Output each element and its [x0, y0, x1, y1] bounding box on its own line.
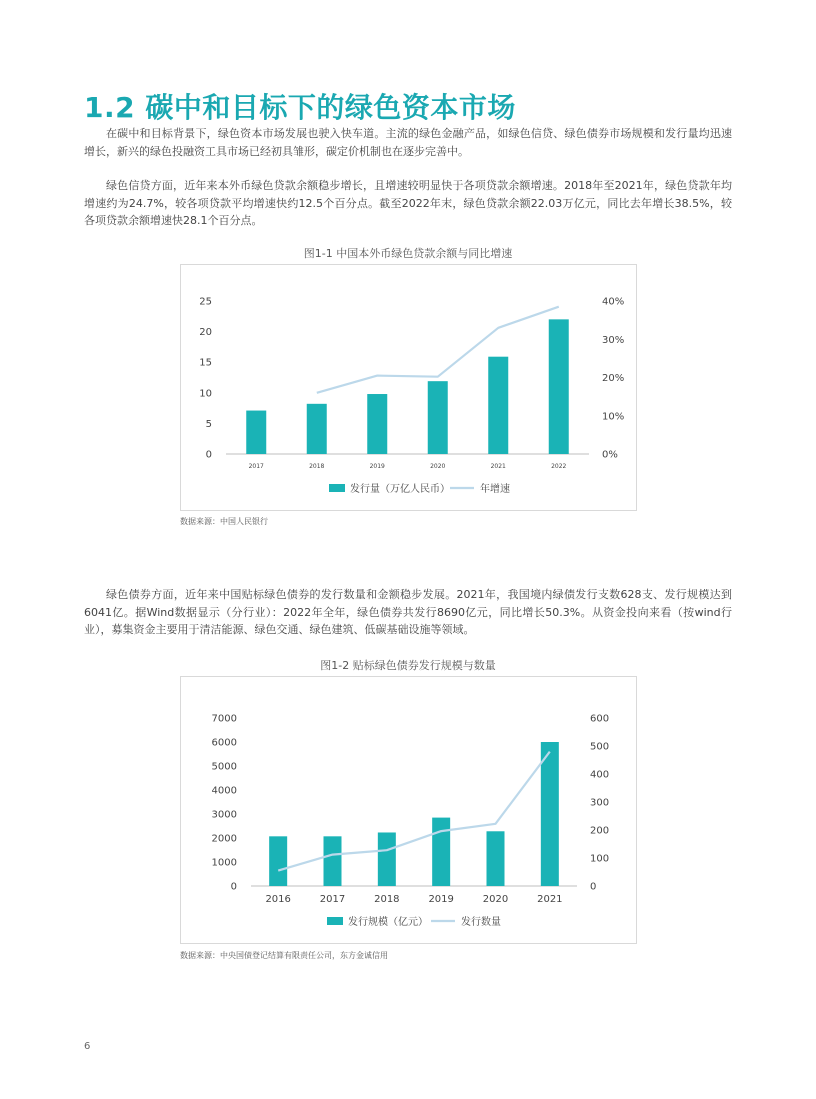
x-axis-tick-label: 2016: [265, 894, 291, 905]
x-axis-tick-label: 2020: [482, 894, 509, 905]
x-axis-tick-label: 2018: [309, 463, 325, 470]
y2-axis-tick-label: 0: [590, 881, 597, 893]
y-axis-tick-label: 5: [205, 418, 212, 430]
x-axis-tick-label: 2021: [537, 894, 563, 905]
x-axis-tick-label: 2021: [490, 463, 506, 470]
y-axis-tick-label: 20: [199, 327, 212, 339]
legend-label-line: 发行数量: [461, 917, 501, 928]
x-axis-tick-label: 2020: [430, 463, 446, 470]
legend-label-bar: 发行量（万亿人民币）: [350, 484, 450, 495]
bar-2016: [269, 836, 287, 886]
x-axis-tick-label: 2018: [374, 894, 400, 905]
y2-axis-tick-label: 20%: [602, 373, 625, 384]
legend-swatch-bar: [329, 484, 345, 492]
legend-swatch-bar: [327, 917, 343, 925]
y2-axis-tick-label: 0%: [602, 449, 618, 461]
green-loan-chart-svg: [181, 265, 636, 510]
figure-1-source: 数据来源：中国人民银行: [180, 517, 268, 526]
y-axis-tick-label: 0: [230, 881, 237, 893]
figure-2-chart: [180, 676, 637, 944]
x-axis-tick-label: 2022: [551, 463, 567, 470]
x-axis-tick-label: 2019: [428, 894, 454, 905]
section-heading: 1.2 碳中和目标下的绿色资本市场: [84, 91, 516, 124]
y2-axis-tick-label: 200: [590, 825, 610, 837]
y-axis-tick-label: 4000: [211, 785, 237, 797]
green-bond-chart-svg: [181, 677, 636, 943]
bar-2018: [378, 832, 396, 886]
y2-axis-tick-label: 30%: [602, 334, 625, 346]
y2-axis-tick-label: 600: [590, 713, 610, 725]
paragraph-green-bonds: 绿色债券方面，近年来中国贴标绿色债券的发行数量和金额稳步发展。2021年，我国境内绿债发行支数628支、发行规模达到6041亿。据Wind数据显示（分行业）：2022年全年，绿色债券共发行8690亿元，同比增长50.3%。从资金投向来看（按wind行业），募集资金主要用于清洁能源、绿色交通、绿色建筑、低碳基础设施等领域。: [84, 588, 732, 636]
y-axis-tick-label: 25: [199, 296, 212, 308]
x-axis-tick-label: 2017: [248, 463, 264, 470]
y-axis-tick-label: 5000: [211, 761, 237, 773]
paragraph-intro: 在碳中和目标背景下，绿色资本市场发展也驶入快车道。主流的绿色金融产品，如绿色信贷、绿色债券市场规模和发行量均迅速增长，新兴的绿色投融资工具市场已经初具雏形，碳定价机制也在逐步完善中。: [84, 127, 732, 158]
bar-2021: [541, 742, 559, 886]
y-axis-tick-label: 0: [205, 449, 212, 461]
x-axis-tick-label: 2017: [319, 894, 346, 905]
y-axis-tick-label: 6000: [211, 737, 237, 749]
paragraph-green-credit: 绿色信贷方面，近年来本外币绿色贷款余额稳步增长，且增速较明显快于各项贷款余额增速。2018年至2021年，绿色贷款年均增速约为24.7%，较各项贷款平均增速快约12.5个百分点。截至2022年末，绿色贷款余额22.03万亿元，同比去年增长38.5%，较各项贷款余额增速快28.1个百分点。: [84, 179, 732, 227]
y2-axis-tick-label: 500: [590, 741, 610, 753]
y-axis-tick-label: 3000: [211, 809, 237, 821]
y-axis-tick-label: 2000: [211, 833, 237, 845]
y2-axis-tick-label: 10%: [602, 411, 625, 423]
page-number: 6: [84, 1041, 91, 1052]
figure-2-caption: 图1-2 贴标绿色债券发行规模与数量: [320, 659, 496, 672]
line-series-发行数量: [278, 752, 550, 871]
y2-axis-tick-label: 100: [590, 853, 610, 865]
bar-2019: [367, 394, 387, 454]
bar-2022: [549, 319, 569, 454]
bar-2019: [432, 818, 450, 886]
y2-axis-tick-label: 300: [590, 797, 610, 809]
bar-2020: [487, 831, 505, 886]
y-axis-tick-label: 7000: [211, 713, 237, 725]
legend-label-line: 年增速: [480, 484, 510, 495]
bar-2017: [324, 836, 342, 886]
bar-2020: [428, 381, 448, 454]
legend-label-bar: 发行规模（亿元）: [348, 917, 428, 928]
bar-2017: [246, 411, 266, 454]
y-axis-tick-label: 15: [199, 357, 212, 369]
line-series-年增速: [317, 307, 559, 393]
bar-2018: [307, 404, 327, 454]
bar-2021: [488, 357, 508, 454]
figure-1-caption: 图1-1 中国本外币绿色贷款余额与同比增速: [303, 247, 513, 260]
y2-axis-tick-label: 40%: [602, 296, 625, 308]
y-axis-tick-label: 10: [199, 388, 212, 400]
y-axis-tick-label: 1000: [211, 857, 237, 869]
figure-2-source: 数据来源：中央国债登记结算有限责任公司，东方金诚信用: [180, 951, 388, 960]
figure-1-chart: [180, 264, 637, 511]
x-axis-tick-label: 2019: [369, 463, 385, 470]
y2-axis-tick-label: 400: [590, 769, 610, 781]
